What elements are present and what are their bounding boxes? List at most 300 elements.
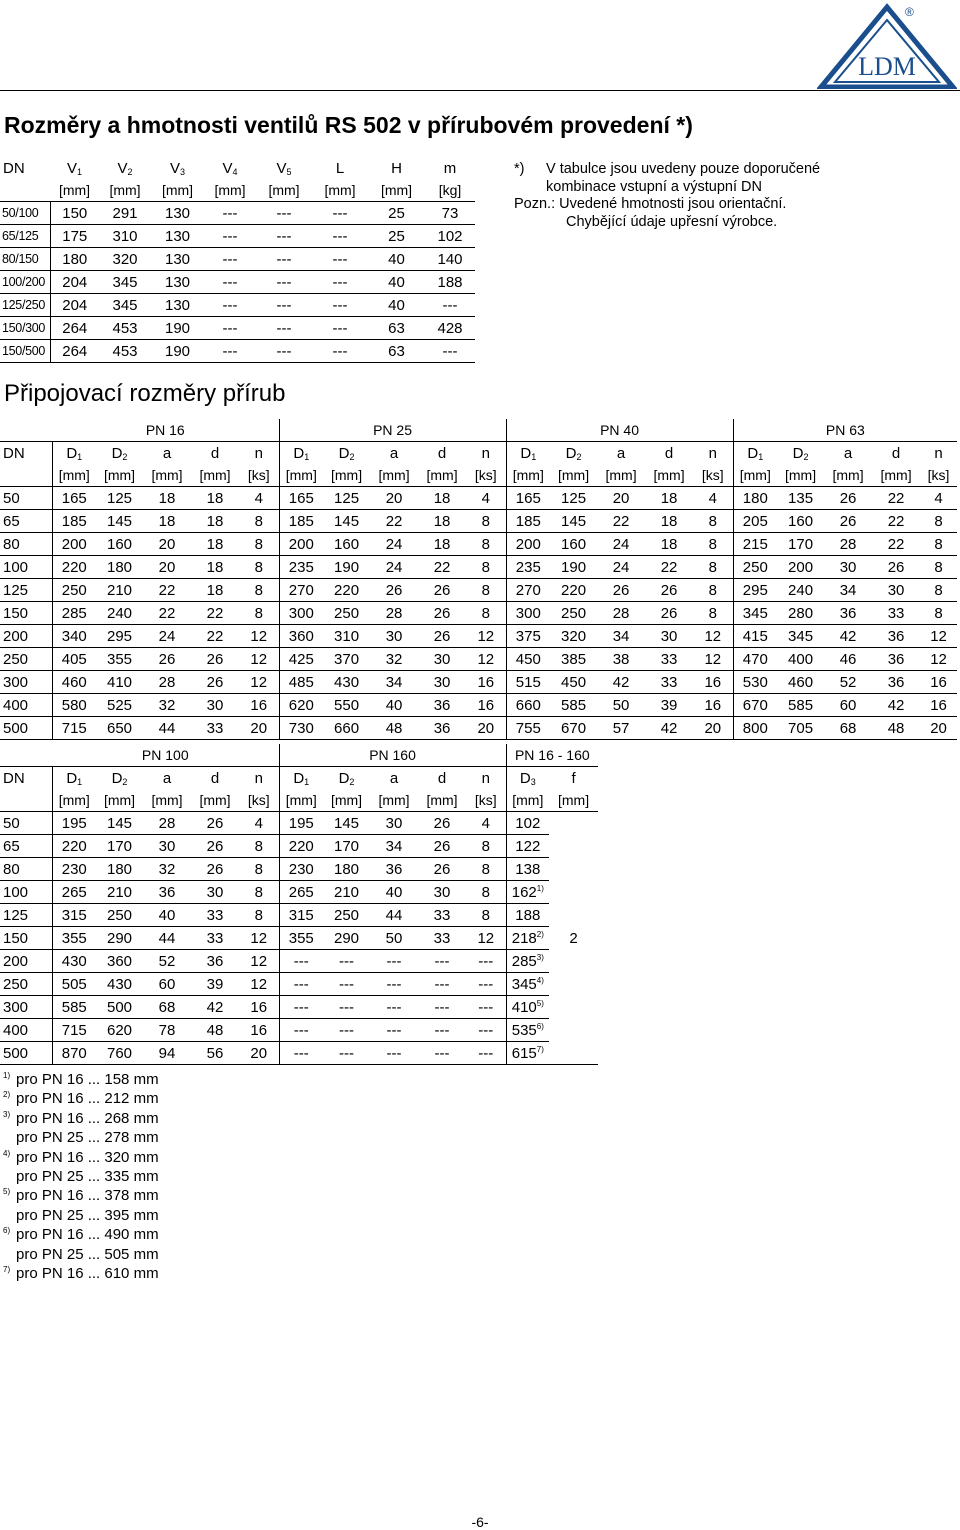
cell-value: 63: [368, 340, 425, 363]
table-header-row: [0, 767, 598, 790]
cell-value: 18: [191, 533, 239, 556]
cell-value: 33: [191, 927, 239, 950]
footnote-text: pro PN 16 ... 610 mm: [16, 1264, 159, 1282]
cell-value: 52: [824, 671, 872, 694]
cell-value: ---: [204, 317, 256, 340]
row-dn: 50: [0, 812, 52, 835]
cell-value: 145: [96, 510, 143, 533]
header-symbol: n: [934, 444, 943, 462]
row-dn: 500: [0, 717, 52, 740]
blank-cell: [0, 744, 52, 767]
footnote-ref: 6): [536, 1021, 544, 1031]
cell-value: 470: [733, 648, 777, 671]
cell-value: 24: [143, 625, 191, 648]
column-header: [418, 442, 466, 465]
cell-value: 8: [920, 556, 957, 579]
cell-value: 230: [279, 858, 323, 881]
cell-value: 18: [191, 487, 239, 510]
cell-value: 485: [279, 671, 323, 694]
cell-value: 160: [96, 533, 143, 556]
note-mark: [514, 179, 546, 197]
cell-value: 42: [191, 996, 239, 1019]
cell-value: ---: [279, 996, 323, 1019]
footnote-text: pro PN 16 ... 268 mm: [16, 1109, 159, 1127]
cell-value: ---: [256, 340, 312, 363]
d3-value: 188: [515, 906, 541, 924]
cell-value: 140: [425, 248, 475, 271]
cell-value: ---: [256, 317, 312, 340]
cell-value: 125: [323, 487, 370, 510]
cell-value-d3: [506, 904, 549, 927]
cell-value: 430: [96, 973, 143, 996]
header-symbol: V: [117, 159, 128, 177]
cell-value: 760: [96, 1042, 143, 1065]
cell-value: 18: [645, 533, 693, 556]
d3-value: 162: [511, 883, 537, 901]
header-symbol: n: [708, 444, 717, 462]
valve-dimensions-table: [0, 157, 475, 363]
cell-value: 180: [323, 858, 370, 881]
cell-value: ---: [370, 1042, 418, 1065]
cell-value: 12: [466, 625, 506, 648]
cell-value: 73: [425, 202, 475, 225]
header-symbol: a: [616, 444, 626, 462]
row-dn: 150/500: [0, 340, 50, 363]
table-unit-row: [0, 789, 598, 812]
cell-value: 26: [597, 579, 645, 602]
cell-value: 291: [99, 202, 151, 225]
header-subscript: 1: [531, 451, 537, 462]
cell-value: 235: [506, 556, 550, 579]
row-dn: 125: [0, 904, 52, 927]
footnote-text: pro PN 25 ... 335 mm: [16, 1167, 159, 1185]
cell-value: ---: [418, 1042, 466, 1065]
cell-value: 135: [777, 487, 824, 510]
cell-value: 60: [143, 973, 191, 996]
header-symbol: d: [210, 444, 220, 462]
cell-value: 22: [872, 533, 920, 556]
cell-value: 63: [368, 317, 425, 340]
header-symbol: D: [293, 444, 305, 462]
row-dn: 125/250: [0, 294, 50, 317]
d3-value: 122: [515, 837, 541, 855]
cell-value: 16: [466, 694, 506, 717]
cell-value: 57: [597, 717, 645, 740]
table-header-row: [0, 157, 475, 179]
cell-value: 620: [279, 694, 323, 717]
cell-value: 265: [52, 881, 96, 904]
cell-value: 12: [239, 973, 279, 996]
note-mark: *): [514, 161, 525, 177]
cell-value: 33: [645, 648, 693, 671]
cell-value: 250: [96, 904, 143, 927]
cell-value: ---: [204, 202, 256, 225]
cell-value: 715: [52, 717, 96, 740]
cell-value-d3: [506, 950, 549, 973]
cell-value: ---: [425, 294, 475, 317]
cell-value: 200: [52, 533, 96, 556]
column-header: [370, 442, 418, 465]
header-subscript: 1: [304, 451, 310, 462]
column-unit: [mm]: [256, 179, 312, 202]
cell-value: 8: [466, 556, 506, 579]
column-unit: [mm]: [550, 464, 597, 487]
row-dn: 150/300: [0, 317, 50, 340]
cell-value: 22: [418, 556, 466, 579]
cell-value: 42: [645, 717, 693, 740]
column-unit: [mm]: [96, 789, 143, 812]
cell-value: 320: [550, 625, 597, 648]
cell-value: 264: [50, 317, 99, 340]
column-unit: [mm]: [50, 179, 99, 202]
cell-value: 250: [323, 904, 370, 927]
header-symbol: D: [747, 444, 759, 462]
cell-value: 355: [279, 927, 323, 950]
cell-value: ---: [466, 996, 506, 1019]
header-subscript: 1: [77, 166, 83, 177]
footnote-line: 4) pro PN 16 ... 320 mm: [3, 1148, 159, 1166]
cell-value: ---: [204, 225, 256, 248]
column-header: [777, 442, 824, 465]
column-unit: [mm]: [191, 789, 239, 812]
cell-value: ---: [312, 248, 368, 271]
header-symbol: D: [66, 444, 78, 462]
cell-value: 50: [370, 927, 418, 950]
header-symbol: a: [162, 769, 172, 787]
header-symbol: n: [481, 769, 490, 787]
footnote-line: 1) pro PN 16 ... 158 mm: [3, 1071, 159, 1088]
cell-value: 8: [466, 602, 506, 625]
cell-value: 453: [99, 340, 151, 363]
row-dn: 65: [0, 510, 52, 533]
cell-value: 12: [239, 950, 279, 973]
column-unit: [mm]: [99, 179, 151, 202]
row-dn: 300: [0, 671, 52, 694]
cell-value: 170: [323, 835, 370, 858]
cell-value: 300: [279, 602, 323, 625]
cell-value: 34: [824, 579, 872, 602]
column-unit: [mm]: [52, 464, 96, 487]
cell-value: 295: [733, 579, 777, 602]
header-symbol: d: [437, 444, 447, 462]
column-unit: [mm]: [777, 464, 824, 487]
cell-value: ---: [312, 317, 368, 340]
cell-value: ---: [323, 1042, 370, 1065]
cell-value: ---: [279, 1042, 323, 1065]
cell-value: 190: [151, 340, 204, 363]
note-text: Chybějící údaje upřesní výrobce.: [566, 213, 778, 230]
cell-value: 340: [52, 625, 96, 648]
row-dn: 150: [0, 602, 52, 625]
header-subscript: 2: [576, 451, 582, 462]
section-title: Připojovací rozměry přírub: [4, 380, 286, 407]
cell-value: 18: [645, 487, 693, 510]
cell-value: 20: [693, 717, 733, 740]
pn-group-label: PN 16: [145, 422, 185, 438]
column-unit: [mm]: [597, 464, 645, 487]
row-dn: 250: [0, 648, 52, 671]
cell-value: 525: [96, 694, 143, 717]
cell-value: 270: [506, 579, 550, 602]
cell-value-f: 2: [549, 812, 598, 1065]
cell-value: 44: [370, 904, 418, 927]
cell-value: 18: [418, 487, 466, 510]
row-dn: 65/125: [0, 225, 50, 248]
row-dn: 500: [0, 1042, 52, 1065]
cell-value: 18: [143, 510, 191, 533]
cell-value: 145: [96, 812, 143, 835]
header-symbol: a: [162, 444, 172, 462]
cell-value: 415: [733, 625, 777, 648]
column-unit: [mm]: [872, 464, 920, 487]
cell-value: 22: [370, 510, 418, 533]
footnote-ref: 2): [536, 929, 544, 939]
cell-value: 8: [239, 556, 279, 579]
pn-group-label: PN 160: [279, 744, 506, 767]
pn-group-label: PN 40: [506, 419, 733, 442]
column-header: [368, 157, 425, 179]
cell-value: 16: [239, 694, 279, 717]
cell-value: 36: [418, 694, 466, 717]
table-row: [0, 835, 598, 858]
cell-value: 585: [550, 694, 597, 717]
table-row: [0, 904, 598, 927]
cell-value: 730: [279, 717, 323, 740]
cell-value: 200: [279, 533, 323, 556]
note-line: [514, 179, 820, 197]
cell-value: 220: [550, 579, 597, 602]
footnote-text: pro PN 16 ... 378 mm: [16, 1187, 159, 1205]
cell-value: 165: [506, 487, 550, 510]
column-header: [506, 442, 550, 465]
cell-value: 280: [777, 602, 824, 625]
header-subscript: 2: [349, 776, 355, 787]
cell-value: 190: [151, 317, 204, 340]
note-text: V tabulce jsou uvedeny pouze doporučené: [546, 161, 821, 177]
cell-value: 46: [824, 648, 872, 671]
header-symbol: D: [792, 444, 804, 462]
cell-value: ---: [370, 950, 418, 973]
column-header: [279, 767, 323, 790]
pn-group-label: PN 100: [141, 747, 189, 763]
cell-value: ---: [312, 202, 368, 225]
column-unit: [mm]: [645, 464, 693, 487]
column-unit: [mm]: [279, 789, 323, 812]
cell-value: ---: [323, 973, 370, 996]
row-dn: 200: [0, 950, 52, 973]
footnote-line: 2) pro PN 16 ... 212 mm: [3, 1090, 159, 1108]
cell-value: 4: [466, 812, 506, 835]
cell-value: 145: [550, 510, 597, 533]
table-row: [0, 625, 957, 648]
pn-group-row: [0, 744, 598, 767]
row-dn: 65: [0, 835, 52, 858]
footnote-text: pro PN 25 ... 278 mm: [16, 1129, 159, 1147]
cell-value: 660: [506, 694, 550, 717]
cell-value: 26: [645, 579, 693, 602]
cell-value: 130: [151, 294, 204, 317]
cell-value: 345: [777, 625, 824, 648]
cell-value: 16: [920, 671, 957, 694]
cell-value: 22: [645, 556, 693, 579]
cell-value: 33: [645, 671, 693, 694]
column-header: [645, 442, 693, 465]
column-unit: [mm]: [143, 464, 191, 487]
cell-value: 34: [597, 625, 645, 648]
column-header: [52, 442, 96, 465]
cell-value: 40: [368, 271, 425, 294]
cell-value: 36: [370, 858, 418, 881]
cell-value: 42: [872, 694, 920, 717]
d3-value: 410: [511, 998, 537, 1016]
column-header: [466, 767, 506, 790]
row-dn: 125: [0, 579, 52, 602]
cell-value: 68: [824, 717, 872, 740]
cell-value: 12: [466, 927, 506, 950]
table-row: [0, 694, 957, 717]
flange-dimensions-table-pn16-63: [0, 419, 957, 740]
cell-value: 48: [191, 1019, 239, 1042]
cell-value: ---: [418, 996, 466, 1019]
cell-value: 180: [733, 487, 777, 510]
cell-value: 8: [466, 858, 506, 881]
cell-value: 460: [777, 671, 824, 694]
cell-value: 22: [143, 579, 191, 602]
footnote-text: pro PN 16 ... 320 mm: [16, 1148, 159, 1166]
footnote-text: pro PN 25 ... 505 mm: [16, 1245, 159, 1263]
cell-value-d3: [506, 835, 549, 858]
cell-value: 8: [239, 602, 279, 625]
cell-value: 22: [597, 510, 645, 533]
cell-value: 32: [143, 694, 191, 717]
cell-value: 315: [279, 904, 323, 927]
pn-group-label: PN 63: [733, 419, 957, 442]
row-dn: 50/100: [0, 202, 50, 225]
table-row: [0, 648, 957, 671]
cell-value: 460: [52, 671, 96, 694]
header-subscript: 1: [77, 451, 83, 462]
column-unit: [mm]: [733, 464, 777, 487]
cell-value-d3: [506, 996, 549, 1019]
cell-value: 39: [645, 694, 693, 717]
cell-value: 20: [370, 487, 418, 510]
cell-value: 200: [777, 556, 824, 579]
column-header: [824, 442, 872, 465]
column-unit: [mm]: [824, 464, 872, 487]
cell-value: 195: [52, 812, 96, 835]
cell-value: 40: [143, 904, 191, 927]
cell-value: 220: [323, 579, 370, 602]
column-unit: [mm]: [204, 179, 256, 202]
column-unit: [mm]: [370, 789, 418, 812]
cell-value: 16: [693, 694, 733, 717]
cell-value: 190: [323, 556, 370, 579]
header-symbol: n: [254, 444, 263, 462]
cell-value: 8: [239, 904, 279, 927]
column-unit: [ks]: [920, 464, 957, 487]
row-dn: 50: [0, 487, 52, 510]
header-symbol: D: [111, 444, 123, 462]
cell-value: 42: [597, 671, 645, 694]
cell-value: 400: [777, 648, 824, 671]
column-header: [96, 442, 143, 465]
cell-value: 26: [418, 835, 466, 858]
cell-value: 39: [191, 973, 239, 996]
column-unit: [mm]: [323, 464, 370, 487]
column-header: [151, 157, 204, 179]
cell-value: 16: [693, 671, 733, 694]
cell-value: 18: [645, 510, 693, 533]
header-symbol: n: [481, 444, 490, 462]
column-header: [920, 442, 957, 465]
cell-value: 450: [506, 648, 550, 671]
cell-value: 550: [323, 694, 370, 717]
footnotes: [3, 1070, 159, 1283]
cell-value: 4: [920, 487, 957, 510]
header-symbol: V: [276, 159, 287, 177]
header-symbol: V: [66, 159, 77, 177]
cell-value: 4: [466, 487, 506, 510]
column-header: [0, 157, 50, 179]
cell-value: ---: [256, 294, 312, 317]
cell-value: 22: [872, 510, 920, 533]
header-symbol: D: [565, 444, 577, 462]
cell-value: 755: [506, 717, 550, 740]
cell-value: 36: [872, 625, 920, 648]
footnote-line: [3, 1128, 159, 1147]
header-symbol: D: [66, 769, 78, 787]
cell-value: ---: [256, 202, 312, 225]
column-unit: [ks]: [466, 789, 506, 812]
cell-value: 235: [279, 556, 323, 579]
cell-value: 580: [52, 694, 96, 717]
cell-value: 530: [733, 671, 777, 694]
footnote-text: pro PN 16 ... 212 mm: [16, 1090, 159, 1108]
column-header: [872, 442, 920, 465]
cell-value: 26: [418, 602, 466, 625]
table-unit-row: [0, 464, 957, 487]
cell-value: 16: [239, 996, 279, 1019]
cell-value: 33: [418, 927, 466, 950]
cell-value: 8: [466, 510, 506, 533]
cell-value: 620: [96, 1019, 143, 1042]
cell-value: 370: [323, 648, 370, 671]
cell-value: 40: [370, 694, 418, 717]
column-header: [425, 157, 475, 179]
cell-value: 210: [96, 579, 143, 602]
cell-value: 18: [191, 510, 239, 533]
cell-value: 8: [239, 533, 279, 556]
cell-value: 16: [920, 694, 957, 717]
column-header: [323, 767, 370, 790]
cell-value: 44: [143, 717, 191, 740]
cell-value: ---: [466, 1042, 506, 1065]
table-row: [0, 533, 957, 556]
cell-value: 8: [466, 533, 506, 556]
header-symbol: n: [254, 769, 263, 787]
cell-value: 250: [323, 602, 370, 625]
column-header: [279, 442, 323, 465]
note-line: [514, 196, 820, 214]
cell-value: 160: [777, 510, 824, 533]
header-subscript: 3: [530, 776, 536, 787]
column-unit: [kg]: [425, 179, 475, 202]
cell-value: 40: [368, 248, 425, 271]
column-header: [99, 157, 151, 179]
cell-value: 30: [370, 812, 418, 835]
row-dn: 400: [0, 694, 52, 717]
cell-value: 8: [693, 602, 733, 625]
